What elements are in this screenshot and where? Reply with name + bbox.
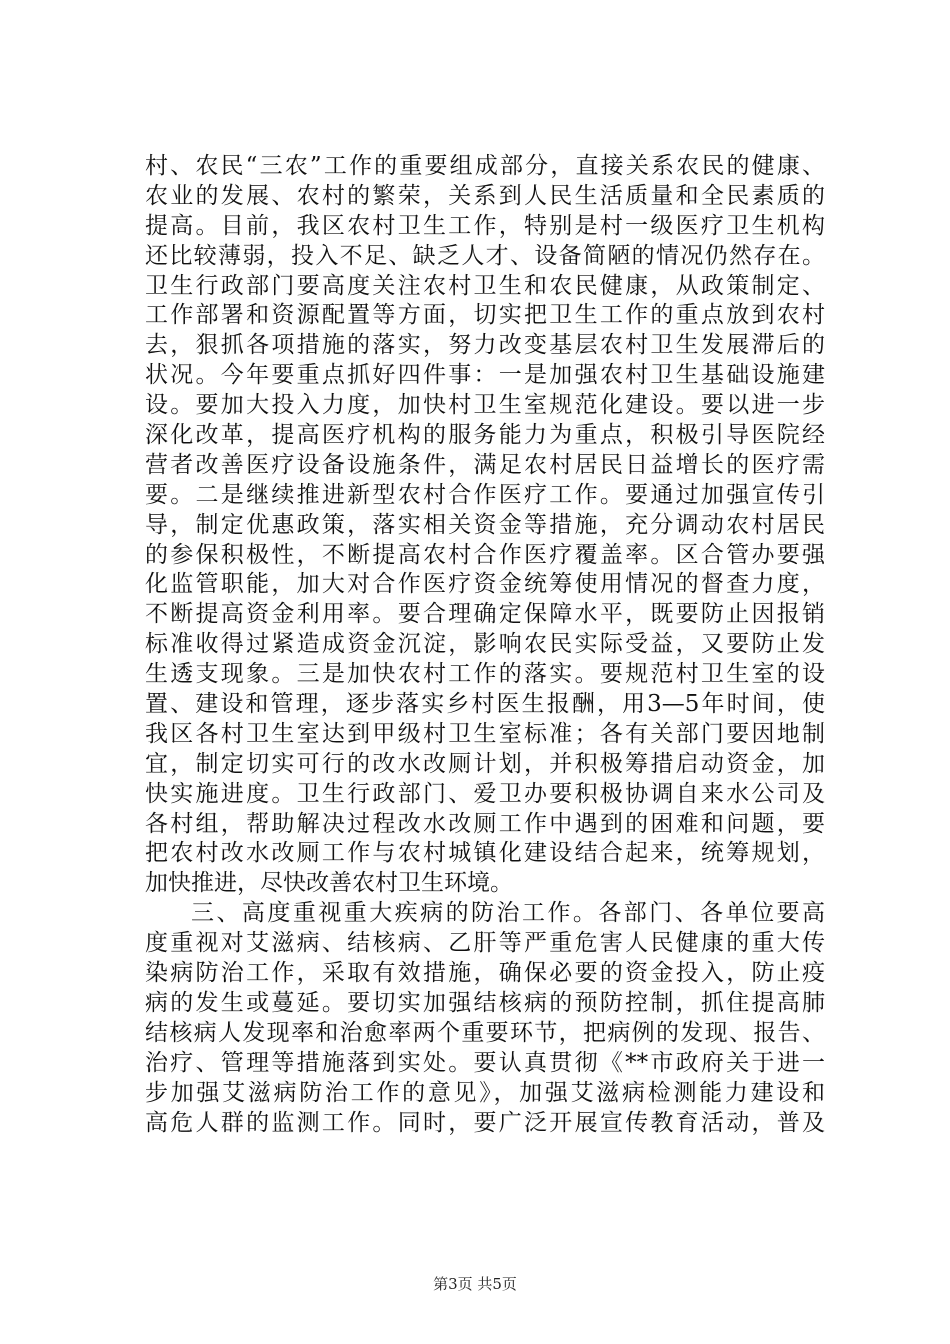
text-line: 置、建设和管理，逐步落实乡村医生报酬，用3—5年时间，使 bbox=[145, 691, 825, 718]
text-line: 卫生行政部门要高度关注农村卫生和农民健康，从政策制定、 bbox=[145, 272, 825, 299]
text-line: 提高。目前，我区农村卫生工作，特别是村一级医疗卫生机构 bbox=[145, 212, 825, 239]
text-line: 深化改革，提高医疗机构的服务能力为重点，积极引导医院经 bbox=[145, 422, 825, 449]
text-line: 高危人群的监测工作。同时，要广泛开展宣传教育活动，普及 bbox=[145, 1109, 825, 1136]
text-line: 结核病人发现率和治愈率两个重要环节，把病例的发现、报告、 bbox=[145, 1019, 825, 1046]
text-line: 快实施进度。卫生行政部门、爱卫办要积极协调自来水公司及 bbox=[145, 780, 825, 807]
text-line: 染病防治工作，采取有效措施，确保必要的资金投入，防止疫 bbox=[145, 960, 825, 987]
text-line: 把农村改水改厕工作与农村城镇化建设结合起来，统筹规划， bbox=[145, 840, 825, 867]
text-line: 农业的发展、农村的繁荣，关系到人民生活质量和全民素质的 bbox=[145, 182, 825, 209]
text-line: 工作部署和资源配置等方面，切实把卫生工作的重点放到农村 bbox=[145, 302, 825, 329]
text-line: 化监管职能，加大对合作医疗资金统筹使用情况的督查力度， bbox=[145, 571, 825, 598]
text-line: 还比较薄弱，投入不足、缺乏人才、设备简陋的情况仍然存在。 bbox=[145, 242, 825, 269]
text-line: 宜，制定切实可行的改水改厕计划，并积极筹措启动资金，加 bbox=[145, 750, 825, 777]
body-text bbox=[145, 152, 825, 1138]
text-line: 不断提高资金利用率。要合理确定保障水平，既要防止因报销 bbox=[145, 601, 825, 628]
text-line: 标准收得过紧造成资金沉淀，影响农民实际受益，又要防止发 bbox=[145, 631, 825, 658]
text-line: 各村组，帮助解决过程改水改厕工作中遇到的困难和问题，要 bbox=[145, 810, 825, 837]
text-line: 治疗、管理等措施落到实处。要认真贯彻《**市政府关于进一 bbox=[145, 1049, 825, 1076]
text-line: 设。要加大投入力度，加快村卫生室规范化建设。要以进一步 bbox=[145, 392, 825, 419]
text-line: 步加强艾滋病防治工作的意见》，加强艾滋病检测能力建设和 bbox=[145, 1079, 825, 1106]
text-line: 度重视对艾滋病、结核病、乙肝等严重危害人民健康的重大传 bbox=[145, 930, 825, 957]
section-three-heading-line: 三、高度重视重大疾病的防治工作。各部门、各单位要高 bbox=[191, 900, 825, 927]
text-line: 的参保积极性，不断提高农村合作医疗覆盖率。区合管办要强 bbox=[145, 541, 825, 568]
text-line: 导，制定优惠政策，落实相关资金等措施，充分调动农村居民 bbox=[145, 511, 825, 538]
text-line: 生透支现象。三是加快农村工作的落实。要规范村卫生室的设 bbox=[145, 661, 825, 688]
text-line: 要。二是继续推进新型农村合作医疗工作。要通过加强宣传引 bbox=[145, 481, 825, 508]
text-line: 去，狠抓各项措施的落实，努力改变基层农村卫生发展滞后的 bbox=[145, 332, 825, 359]
page-number-footer: 第3页 共5页 bbox=[433, 1275, 517, 1293]
paragraph-end-line: 加快推进，尽快改善农村卫生环境。 bbox=[145, 870, 513, 897]
text-line: 我区各村卫生室达到甲级村卫生室标准；各有关部门要因地制 bbox=[145, 720, 825, 747]
text-line: 村、农民“三农”工作的重要组成部分，直接关系农民的健康、 bbox=[145, 153, 825, 179]
text-line: 病的发生或蔓延。要切实加强结核病的预防控制，抓住提高肺 bbox=[145, 989, 825, 1016]
text-line: 状况。今年要重点抓好四件事：一是加强农村卫生基础设施建 bbox=[145, 362, 825, 389]
text-line: 营者改善医疗设备设施条件，满足农村居民日益增长的医疗需 bbox=[145, 451, 825, 478]
